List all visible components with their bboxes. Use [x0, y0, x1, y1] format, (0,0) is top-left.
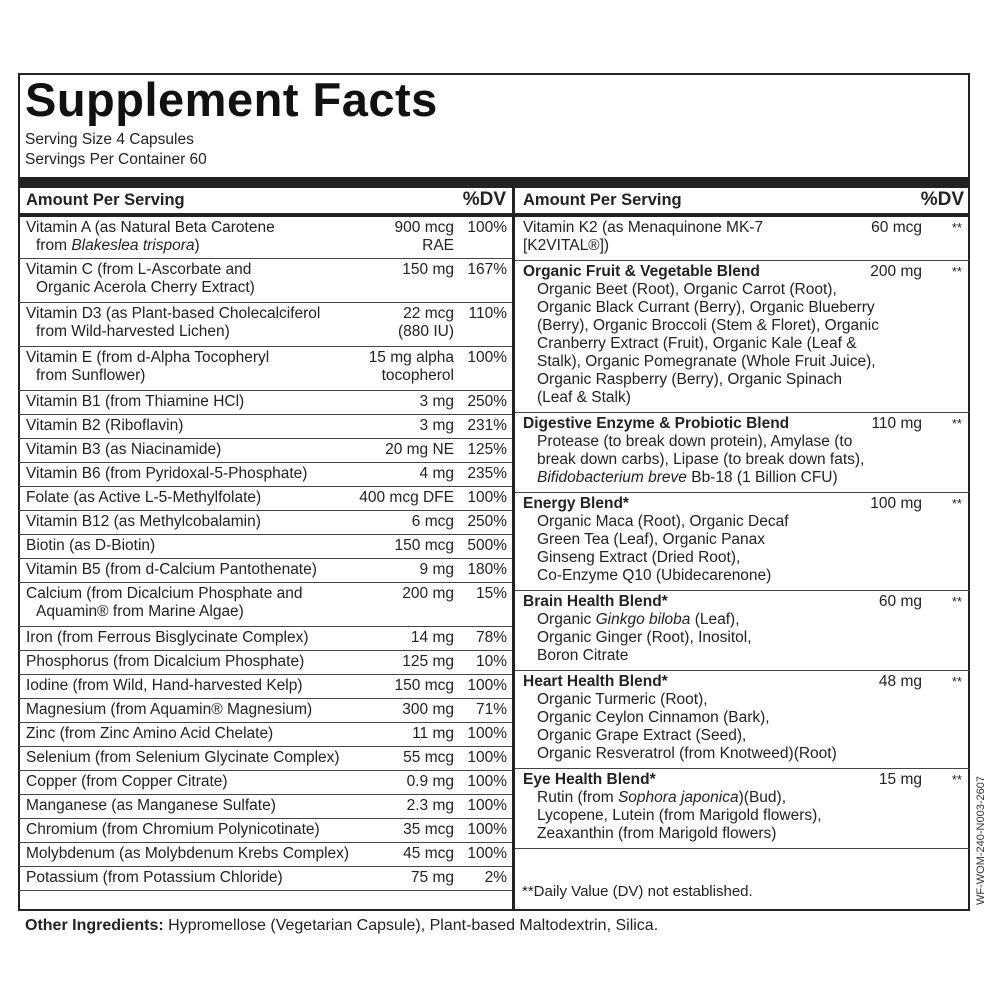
nutrient-amount [369, 349, 454, 385]
blend-ingredient-line: Boron Citrate [537, 647, 629, 664]
nutrient-name-line2 [26, 603, 303, 621]
nutrient-name [26, 393, 244, 411]
nutrient-dv: 500% [467, 537, 507, 554]
amount-header: Amount Per Serving [523, 191, 682, 209]
nutrient-name-line: Copper (from Copper Citrate) [26, 773, 228, 790]
thick-divider [18, 177, 970, 188]
amount-line: 125 mg [402, 653, 454, 670]
nutrient-name-line2 [26, 367, 269, 385]
nutrient-source-italic: Blakeslea trispora [71, 237, 195, 254]
nutrient-name [26, 797, 276, 815]
nutrient-dv: 180% [467, 561, 507, 578]
nutrient-name-line: Vitamin B2 (Riboflavin) [26, 417, 184, 434]
left-rows [18, 217, 512, 891]
blend-amount: 48 mg [878, 673, 922, 690]
blend-ingredient-line: Zeaxanthin (from Marigold flowers) [537, 825, 777, 842]
blend-ingredient-line: break down carbs), Lipase (to break down fats), [537, 451, 865, 468]
nutrient-source: Aquamin® from Marine Algae) [36, 603, 244, 620]
blend-ingredient-line: Protease (to break down protein), Amylase (to [537, 433, 853, 450]
right-rows [515, 217, 970, 849]
amount-line: 3 mg [419, 417, 454, 434]
nutrient-dv: 100% [467, 821, 507, 838]
blend-row [515, 413, 970, 493]
nutrient-dv: 100% [467, 725, 507, 742]
blend-ingredient-line: [K2VITAL®]) [523, 237, 610, 254]
nutrient-row [18, 651, 512, 675]
nutrient-name-line: Vitamin B5 (from d-Calcium Pantothenate) [26, 561, 317, 578]
nutrient-row [18, 723, 512, 747]
amount-line: 22 mcg [403, 305, 454, 322]
amount-line: 4 mg [419, 465, 454, 482]
amount-line: 14 mg [410, 629, 454, 646]
nutrient-dv: 2% [484, 869, 507, 886]
nutrient-row [18, 535, 512, 559]
amount-line: 20 mg NE [385, 441, 454, 458]
amount-line: 9 mg [419, 561, 454, 578]
blend-ingredient-line: Organic Black Currant (Berry), Organic Blueberry [537, 299, 875, 316]
nutrient-amount [420, 561, 454, 579]
blend-amount: 60 mcg [871, 219, 922, 236]
nutrient-name-line: Vitamin C (from L-Ascorbate and [26, 261, 252, 278]
blend-ingredient-line: Organic Grape Extract (Seed), [537, 727, 747, 744]
amount-line: 45 mcg [403, 845, 454, 862]
nutrient-dv: 231% [467, 417, 507, 434]
other-ingredients [25, 917, 658, 935]
amount-line: 75 mg [410, 869, 454, 886]
amount-line: 200 mg [402, 585, 454, 602]
nutrient-row [18, 771, 512, 795]
nutrient-name [26, 561, 317, 579]
nutrient-name-line: Calcium (from Dicalcium Phosphate and [26, 585, 303, 602]
ingredient-italic: Ginkgo biloba [595, 611, 691, 628]
nutrient-name-line: Vitamin D3 (as Plant-based Cholecalciferol [26, 305, 321, 322]
nutrient-name [26, 261, 255, 297]
nutrient-row [18, 463, 512, 487]
blend-dv: ** [951, 674, 962, 689]
nutrient-name-line: Potassium (from Potassium Chloride) [26, 869, 283, 886]
amount-line: 150 mcg [394, 537, 454, 554]
nutrient-name [26, 749, 340, 767]
ingredient-text: )(Bud), [738, 789, 786, 806]
serving-size: Serving Size 4 Capsules [25, 131, 194, 148]
nutrient-amount [359, 489, 454, 507]
nutrient-name [26, 305, 320, 341]
nutrient-name-line2 [26, 237, 275, 255]
blend-dv: ** [951, 772, 962, 787]
dv-header: %DV [462, 189, 506, 210]
nutrient-row [18, 347, 512, 391]
amount-line: 150 mg [402, 261, 454, 278]
blend-ingredient-line: Organic Turmeric (Root), [537, 691, 708, 708]
nutrient-name-line: Chromium (from Chromium Polynicotinate) [26, 821, 320, 838]
nutrient-amount [398, 305, 454, 341]
amount-line: 400 mcg DFE [359, 489, 454, 506]
nutrient-name-line: Manganese (as Manganese Sulfate) [26, 797, 276, 814]
nutrient-row [18, 843, 512, 867]
nutrient-amount [385, 441, 454, 459]
blend-ingredient-line: (Leaf & Stalk) [537, 389, 631, 406]
blend-ingredient-line: Cranberry Extract (Fruit), Organic Kale (Leaf & [537, 335, 857, 352]
nutrient-row [18, 675, 512, 699]
nutrient-name [26, 441, 221, 459]
blend-ingredient-line [537, 611, 740, 629]
nutrient-source: Organic Acerola Cherry Extract) [36, 279, 255, 296]
nutrient-dv: 15% [475, 585, 507, 602]
nutrient-row [18, 627, 512, 651]
nutrient-dv: 250% [467, 513, 507, 530]
amount-line: 150 mcg [394, 677, 454, 694]
blend-dv: ** [951, 416, 962, 431]
blend-ingredient-line: Co-Enzyme Q10 (Ubidecarenone) [537, 567, 772, 584]
nutrient-amount [395, 219, 454, 255]
amount-line2: tocopherol [381, 367, 454, 384]
blend-ingredient-line: Organic Resveratrol (from Knotweed)(Root) [537, 745, 837, 762]
nutrient-row [18, 583, 512, 627]
nutrient-source-end: ) [194, 237, 200, 254]
nutrient-row [18, 867, 512, 891]
nutrient-dv: 100% [467, 773, 507, 790]
nutrient-name [26, 773, 228, 791]
footnote: **Daily Value (DV) not established. [522, 883, 753, 900]
blend-title: Digestive Enzyme & Probiotic Blend [523, 415, 790, 432]
nutrient-amount [407, 773, 454, 791]
blend-amount: 100 mg [870, 495, 922, 512]
nutrient-amount [403, 845, 454, 863]
nutrient-name [26, 653, 304, 671]
blend-row [515, 769, 970, 849]
nutrient-source: from Wild-harvested Lichen) [36, 323, 230, 340]
nutrient-amount [411, 869, 454, 887]
blend-row [515, 217, 970, 261]
blend-ingredient-line [537, 789, 786, 807]
amount-line2: RAE [422, 237, 454, 254]
amount-line: 6 mcg [411, 513, 454, 530]
left-column [18, 188, 512, 891]
blend-ingredient-line: Green Tea (Leaf), Organic Panax [537, 531, 766, 548]
amount-line: 11 mg [412, 725, 454, 742]
nutrient-name [26, 417, 183, 435]
amount-line: 900 mcg [394, 219, 454, 236]
nutrient-dv: 100% [467, 677, 507, 694]
blend-ingredient-line [537, 469, 838, 487]
blend-amount: 110 mg [871, 415, 922, 432]
nutrient-amount [412, 513, 454, 531]
blend-ingredient-line: Ginseng Extract (Dried Root), [537, 549, 741, 566]
nutrient-name [26, 349, 269, 385]
blend-title: Organic Fruit & Vegetable Blend [523, 263, 760, 280]
nutrient-row [18, 415, 512, 439]
nutrient-row [18, 511, 512, 535]
blend-dv: ** [951, 264, 962, 279]
nutrient-name-line2 [26, 279, 255, 297]
servings-per-container: Servings Per Container 60 [25, 151, 207, 168]
ingredient-text: Bb-18 (1 Billion CFU) [686, 469, 838, 486]
amount-line2: (880 IU) [398, 323, 454, 340]
amount-line: 2.3 mg [406, 797, 454, 814]
product-code: WF-WOM-240-N003-2607 [975, 776, 987, 905]
nutrient-amount [402, 653, 454, 671]
nutrient-row [18, 439, 512, 463]
nutrient-name [26, 821, 320, 839]
nutrient-amount [402, 701, 454, 719]
nutrient-name [26, 677, 303, 695]
nutrient-dv: 250% [467, 393, 507, 410]
nutrient-name-line: Vitamin B12 (as Methylcobalamin) [26, 513, 261, 530]
blend-ingredient-line: Organic Ceylon Cinnamon (Bark), [537, 709, 770, 726]
nutrient-name [26, 701, 312, 719]
nutrient-row [18, 487, 512, 511]
ingredient-text: Organic [537, 611, 596, 628]
right-header [515, 188, 970, 217]
nutrient-name-line: Zinc (from Zinc Amino Acid Chelate) [26, 725, 274, 742]
blend-title: Brain Health Blend* [523, 593, 668, 610]
ingredient-text: (Leaf), [690, 611, 740, 628]
nutrient-name [26, 869, 283, 887]
blend-title: Eye Health Blend* [523, 771, 656, 788]
nutrient-name-line: Selenium (from Selenium Glycinate Complex) [26, 749, 340, 766]
nutrient-name-line: Biotin (as D-Biotin) [26, 537, 156, 554]
nutrient-amount [407, 797, 454, 815]
nutrient-name-line: Iron (from Ferrous Bisglycinate Complex) [26, 629, 309, 646]
nutrient-dv: 100% [467, 219, 507, 236]
nutrient-row [18, 391, 512, 415]
blend-title: Heart Health Blend* [523, 673, 668, 690]
nutrient-source: from [36, 237, 72, 254]
amount-line: 3 mg [419, 393, 454, 410]
blend-ingredient-line: Organic Maca (Root), Organic Decaf [537, 513, 789, 530]
nutrient-name [26, 537, 155, 555]
nutrient-amount [420, 417, 454, 435]
blend-row [515, 493, 970, 591]
nutrient-name-line: Vitamin E (from d-Alpha Tocopheryl [26, 349, 270, 366]
nutrient-dv: 100% [467, 797, 507, 814]
amount-header: Amount Per Serving [26, 191, 185, 209]
amount-line: 0.9 mg [406, 773, 454, 790]
nutrient-row [18, 747, 512, 771]
nutrient-name-line: Magnesium (from Aquamin® Magnesium) [26, 701, 313, 718]
nutrient-dv: 78% [475, 629, 507, 646]
nutrient-name-line: Folate (as Active L-5-Methylfolate) [26, 489, 262, 506]
nutrient-row [18, 819, 512, 843]
nutrient-name [26, 629, 309, 647]
nutrient-dv: 100% [467, 489, 507, 506]
nutrient-row [18, 259, 512, 303]
nutrient-amount [395, 677, 454, 695]
nutrient-dv: 100% [467, 349, 507, 366]
blend-dv: ** [951, 594, 962, 609]
nutrient-name [26, 465, 307, 483]
nutrient-name [26, 219, 275, 255]
amount-line: 300 mg [402, 701, 454, 718]
nutrient-name-line: Iodine (from Wild, Hand-harvested Kelp) [26, 677, 303, 694]
amount-line: 15 mg alpha [368, 349, 454, 366]
nutrient-name-line: Vitamin A (as Natural Beta Carotene [26, 219, 275, 236]
nutrient-name-line: Phosphorus (from Dicalcium Phosphate) [26, 653, 305, 670]
nutrient-name [26, 489, 261, 507]
nutrient-source: from Sunflower) [36, 367, 146, 384]
blend-ingredient-line: Organic Beet (Root), Organic Carrot (Root), [537, 281, 837, 298]
nutrient-amount [411, 629, 454, 647]
nutrient-name [26, 845, 349, 863]
other-ingredients-label: Other Ingredients: [25, 917, 164, 934]
nutrient-dv: 100% [467, 749, 507, 766]
nutrient-dv: 100% [467, 845, 507, 862]
nutrient-name [26, 725, 273, 743]
blend-row [515, 261, 970, 413]
blend-ingredient-line: Organic Ginger (Root), Inositol, [537, 629, 752, 646]
amount-line: 35 mcg [403, 821, 454, 838]
nutrient-dv: 125% [467, 441, 507, 458]
nutrient-dv: 10% [475, 653, 507, 670]
blend-row [515, 671, 970, 769]
ingredient-text: Rutin (from [537, 789, 618, 806]
nutrient-row [18, 795, 512, 819]
ingredient-italic: Bifidobacterium breve [537, 469, 687, 486]
nutrient-amount [402, 261, 454, 279]
nutrient-amount [403, 821, 454, 839]
nutrient-dv: 235% [467, 465, 507, 482]
blend-row [515, 591, 970, 671]
nutrient-name-line2 [26, 323, 320, 341]
nutrient-amount [403, 749, 454, 767]
blend-amount: 15 mg [878, 771, 922, 788]
blend-title: Vitamin K2 (as Menaquinone MK-7 [523, 219, 764, 236]
blend-ingredient-line: Stalk), Organic Pomegranate (Whole Fruit Juice), [537, 353, 876, 370]
nutrient-name-line: Molybdenum (as Molybdenum Krebs Complex) [26, 845, 350, 862]
nutrient-name-line: Vitamin B3 (as Niacinamide) [26, 441, 222, 458]
blend-ingredient-line: Lycopene, Lutein (from Marigold flowers), [537, 807, 822, 824]
nutrient-row [18, 699, 512, 723]
blend-ingredient-line: (Berry), Organic Broccoli (Stem & Floret), Organic [537, 317, 879, 334]
nutrient-row [18, 559, 512, 583]
nutrient-amount [412, 725, 454, 743]
nutrient-dv: 110% [468, 305, 507, 322]
nutrient-name [26, 585, 303, 621]
right-column [515, 188, 970, 849]
blend-title: Energy Blend* [523, 495, 629, 512]
nutrient-amount [395, 537, 454, 555]
nutrient-name-line: Vitamin B1 (from Thiamine HCl) [26, 393, 245, 410]
amount-line: 55 mcg [403, 749, 454, 766]
dv-header: %DV [920, 189, 964, 210]
nutrient-name-line: Vitamin B6 (from Pyridoxal-5-Phosphate) [26, 465, 308, 482]
blend-dv: ** [951, 496, 962, 511]
nutrient-amount [420, 465, 454, 483]
blend-dv: ** [951, 220, 962, 235]
blend-ingredient-line: Organic Raspberry (Berry), Organic Spinach [537, 371, 842, 388]
nutrient-row [18, 303, 512, 347]
other-ingredients-text: Hypromellose (Vegetarian Capsule), Plant-based Maltodextrin, Silica. [163, 917, 659, 934]
nutrient-name [26, 513, 261, 531]
nutrient-dv: 167% [467, 261, 507, 278]
page-title: Supplement Facts [25, 73, 438, 126]
blend-amount: 200 mg [870, 263, 922, 280]
nutrient-row [18, 217, 512, 259]
nutrient-amount [402, 585, 454, 603]
nutrient-dv: 71% [475, 701, 507, 718]
blend-amount: 60 mg [878, 593, 922, 610]
left-header [18, 188, 512, 217]
nutrient-amount [420, 393, 454, 411]
ingredient-italic: Sophora japonica [617, 789, 739, 806]
